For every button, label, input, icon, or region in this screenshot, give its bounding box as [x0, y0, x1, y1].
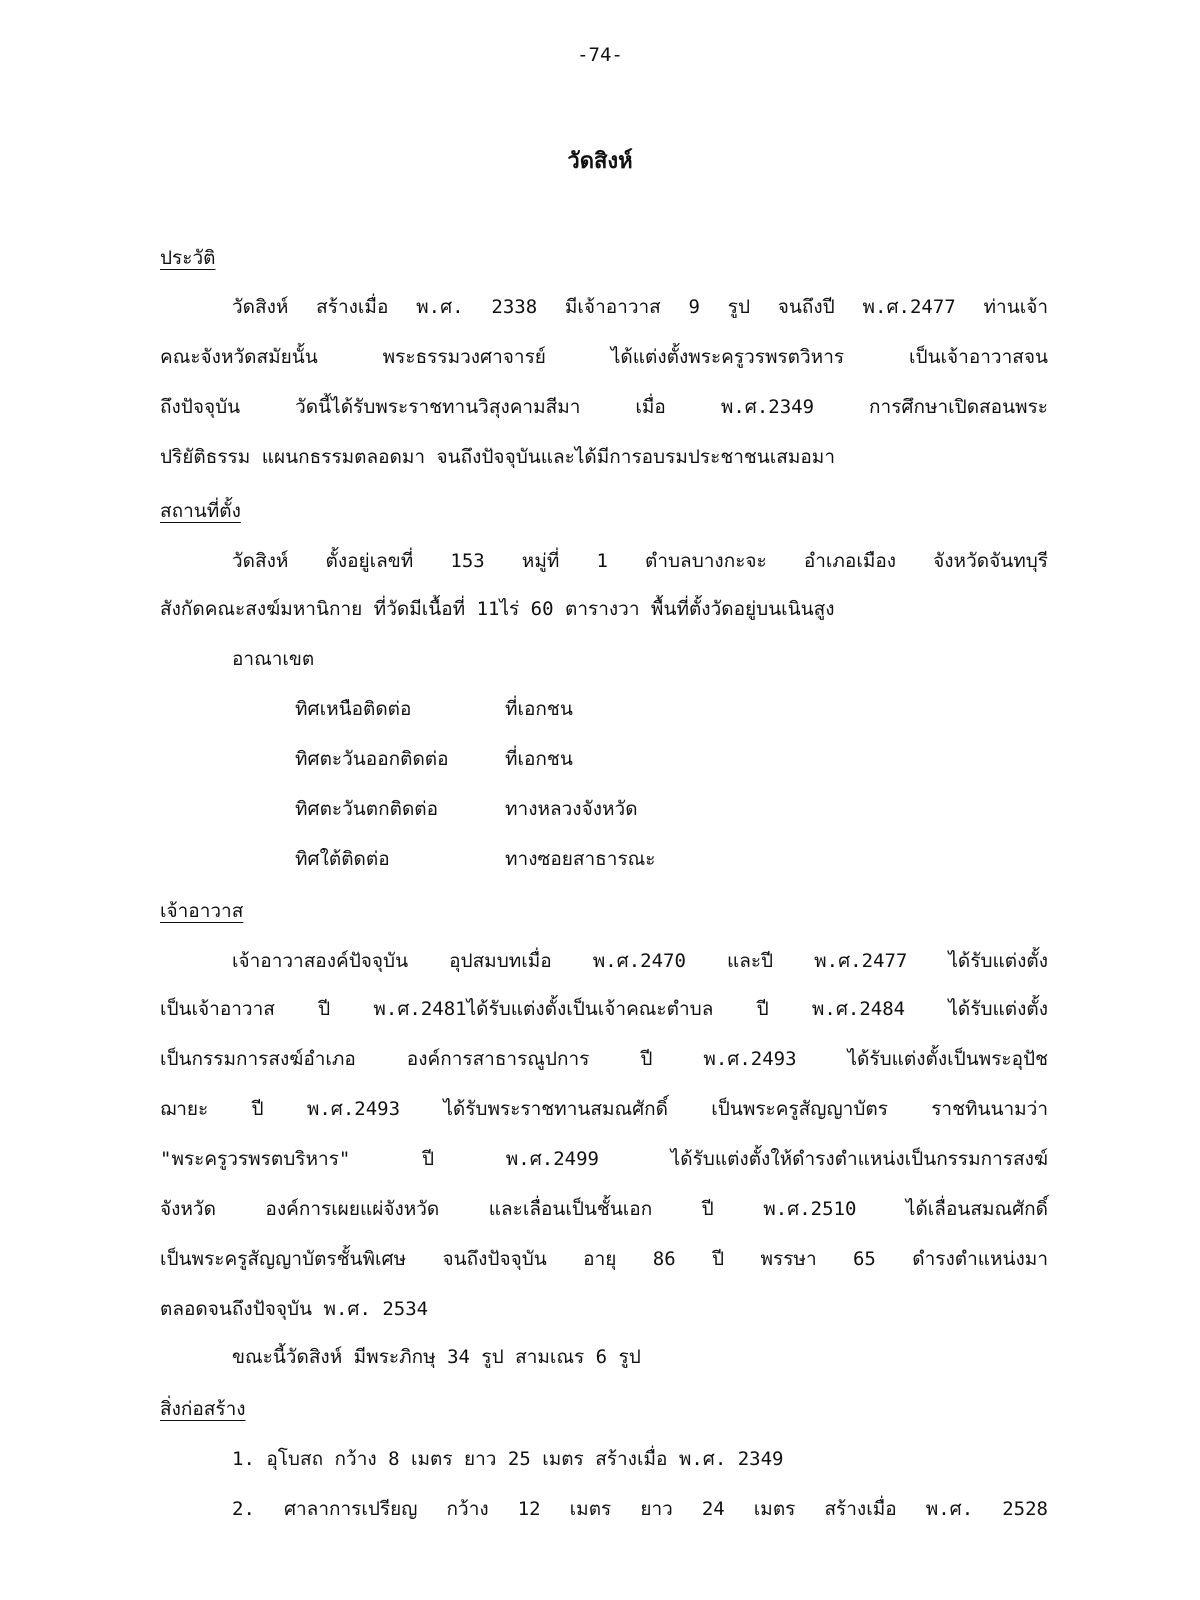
history-line: ถึงปัจจุบัน วัดนี้ได้รับพระราชทานวิสุงคามสีมา เมื่อ พ.ศ.2349 การศึกษาเปิดสอนพระ: [160, 396, 1048, 418]
boundary-row: [295, 694, 573, 724]
boundary-direction: ทิศเหนือติดต่อ: [295, 698, 412, 720]
abbot-line: เจ้าอาวาสองค์ปัจจุบัน อุปสมบทเมื่อ พ.ศ.2470 และปี พ.ศ.2477 ได้รับแต่งตั้ง: [232, 950, 1048, 972]
abbot-heading: เจ้าอาวาส: [160, 900, 244, 922]
abbot-line: ตลอดจนถึงปัจจุบัน พ.ศ. 2534: [160, 1298, 429, 1320]
boundary-value: ทางซอยสาธารณะ: [505, 848, 656, 870]
location-heading: สถานที่ตั้ง: [160, 500, 241, 522]
page-title: วัดสิงห์: [567, 149, 633, 174]
location-line: สังกัดคณะสงฆ์มหานิกาย ที่วัดมีเนื้อที่ 11ไร่ 60 ตารางวา พื้นที่ตั้งวัดอยู่บนเนินสูง: [160, 598, 835, 620]
boundary-direction: ทิศตะวันตกติดต่อ: [295, 798, 439, 820]
buildings-heading: สิ่งก่อสร้าง: [160, 1398, 246, 1420]
boundary-value: ทางหลวงจังหวัด: [505, 798, 638, 820]
history-line: คณะจังหวัดสมัยนั้น พระธรรมวงศาจารย์ ได้แต่งตั้งพระครูวรพรตวิหาร เป็นเจ้าอาวาสจน: [160, 346, 1048, 368]
abbot-line: เป็นพระครูสัญญาบัตรชั้นพิเศษ จนถึงปัจจุบัน อายุ 86 ปี พรรษา 65 ดำรงตำแหน่งมา: [160, 1248, 1048, 1270]
abbot-line: เป็นกรรมการสงฆ์อำเภอ องค์การสาธารณูปการ ปี พ.ศ.2493 ได้รับแต่งตั้งเป็นพระอุปัช: [160, 1048, 1048, 1070]
boundary-label: อาณาเขต: [232, 648, 315, 670]
boundary-row: [295, 794, 638, 824]
abbot-line: เป็นเจ้าอาวาส ปี พ.ศ.2481ได้รับแต่งตั้งเป็นเจ้าคณะตำบล ปี พ.ศ.2484 ได้รับแต่งตั้ง: [160, 998, 1048, 1020]
boundary-row: [295, 744, 573, 774]
boundary-row: [295, 844, 655, 874]
history-heading: ประวัติ: [160, 247, 216, 269]
history-line: วัดสิงห์ สร้างเมื่อ พ.ศ. 2338 มีเจ้าอาวาส 9 รูป จนถึงปี พ.ศ.2477 ท่านเจ้า: [232, 296, 1048, 318]
abbot-line: ฌายะ ปี พ.ศ.2493 ได้รับพระราชทานสมณศักดิ์ เป็นพระครูสัญญาบัตร ราชทินนามว่า: [160, 1098, 1048, 1120]
boundary-direction: ทิศตะวันออกติดต่อ: [295, 748, 449, 770]
building-item: 2. ศาลาการเปรียญ กว้าง 12 เมตร ยาว 24 เมตร สร้างเมื่อ พ.ศ. 2528: [232, 1498, 1048, 1520]
abbot-line: "พระครูวรพรตบริหาร" ปี พ.ศ.2499 ได้รับแต่งตั้งให้ดำรงตำแหน่งเป็นกรรมการสงฆ์: [160, 1148, 1048, 1170]
history-line: ปริยัติธรรม แผนกธรรมตลอดมา จนถึงปัจจุบันและได้มีการอบรมประชาชนเสมอมา: [160, 446, 835, 468]
monks-count-line: ขณะนี้วัดสิงห์ มีพระภิกษุ 34 รูป สามเณร 6 รูป: [232, 1346, 641, 1368]
boundary-direction: ทิศใต้ติดต่อ: [295, 848, 390, 870]
location-line: วัดสิงห์ ตั้งอยู่เลขที่ 153 หมู่ที่ 1 ตำบลบางกะจะ อำเภอเมือง จังหวัดจันทบุรี: [232, 550, 1048, 572]
boundary-value: ที่เอกชน: [505, 748, 573, 770]
boundary-value: ที่เอกชน: [505, 698, 573, 720]
page-number: -74-: [577, 44, 623, 66]
building-item: 1. อุโบสถ กว้าง 8 เมตร ยาว 25 เมตร สร้างเมื่อ พ.ศ. 2349: [232, 1448, 784, 1470]
abbot-line: จังหวัด องค์การเผยแผ่จังหวัด และเลื่อนเป็นชั้นเอก ปี พ.ศ.2510 ได้เลื่อนสมณศักดิ์: [160, 1198, 1048, 1220]
